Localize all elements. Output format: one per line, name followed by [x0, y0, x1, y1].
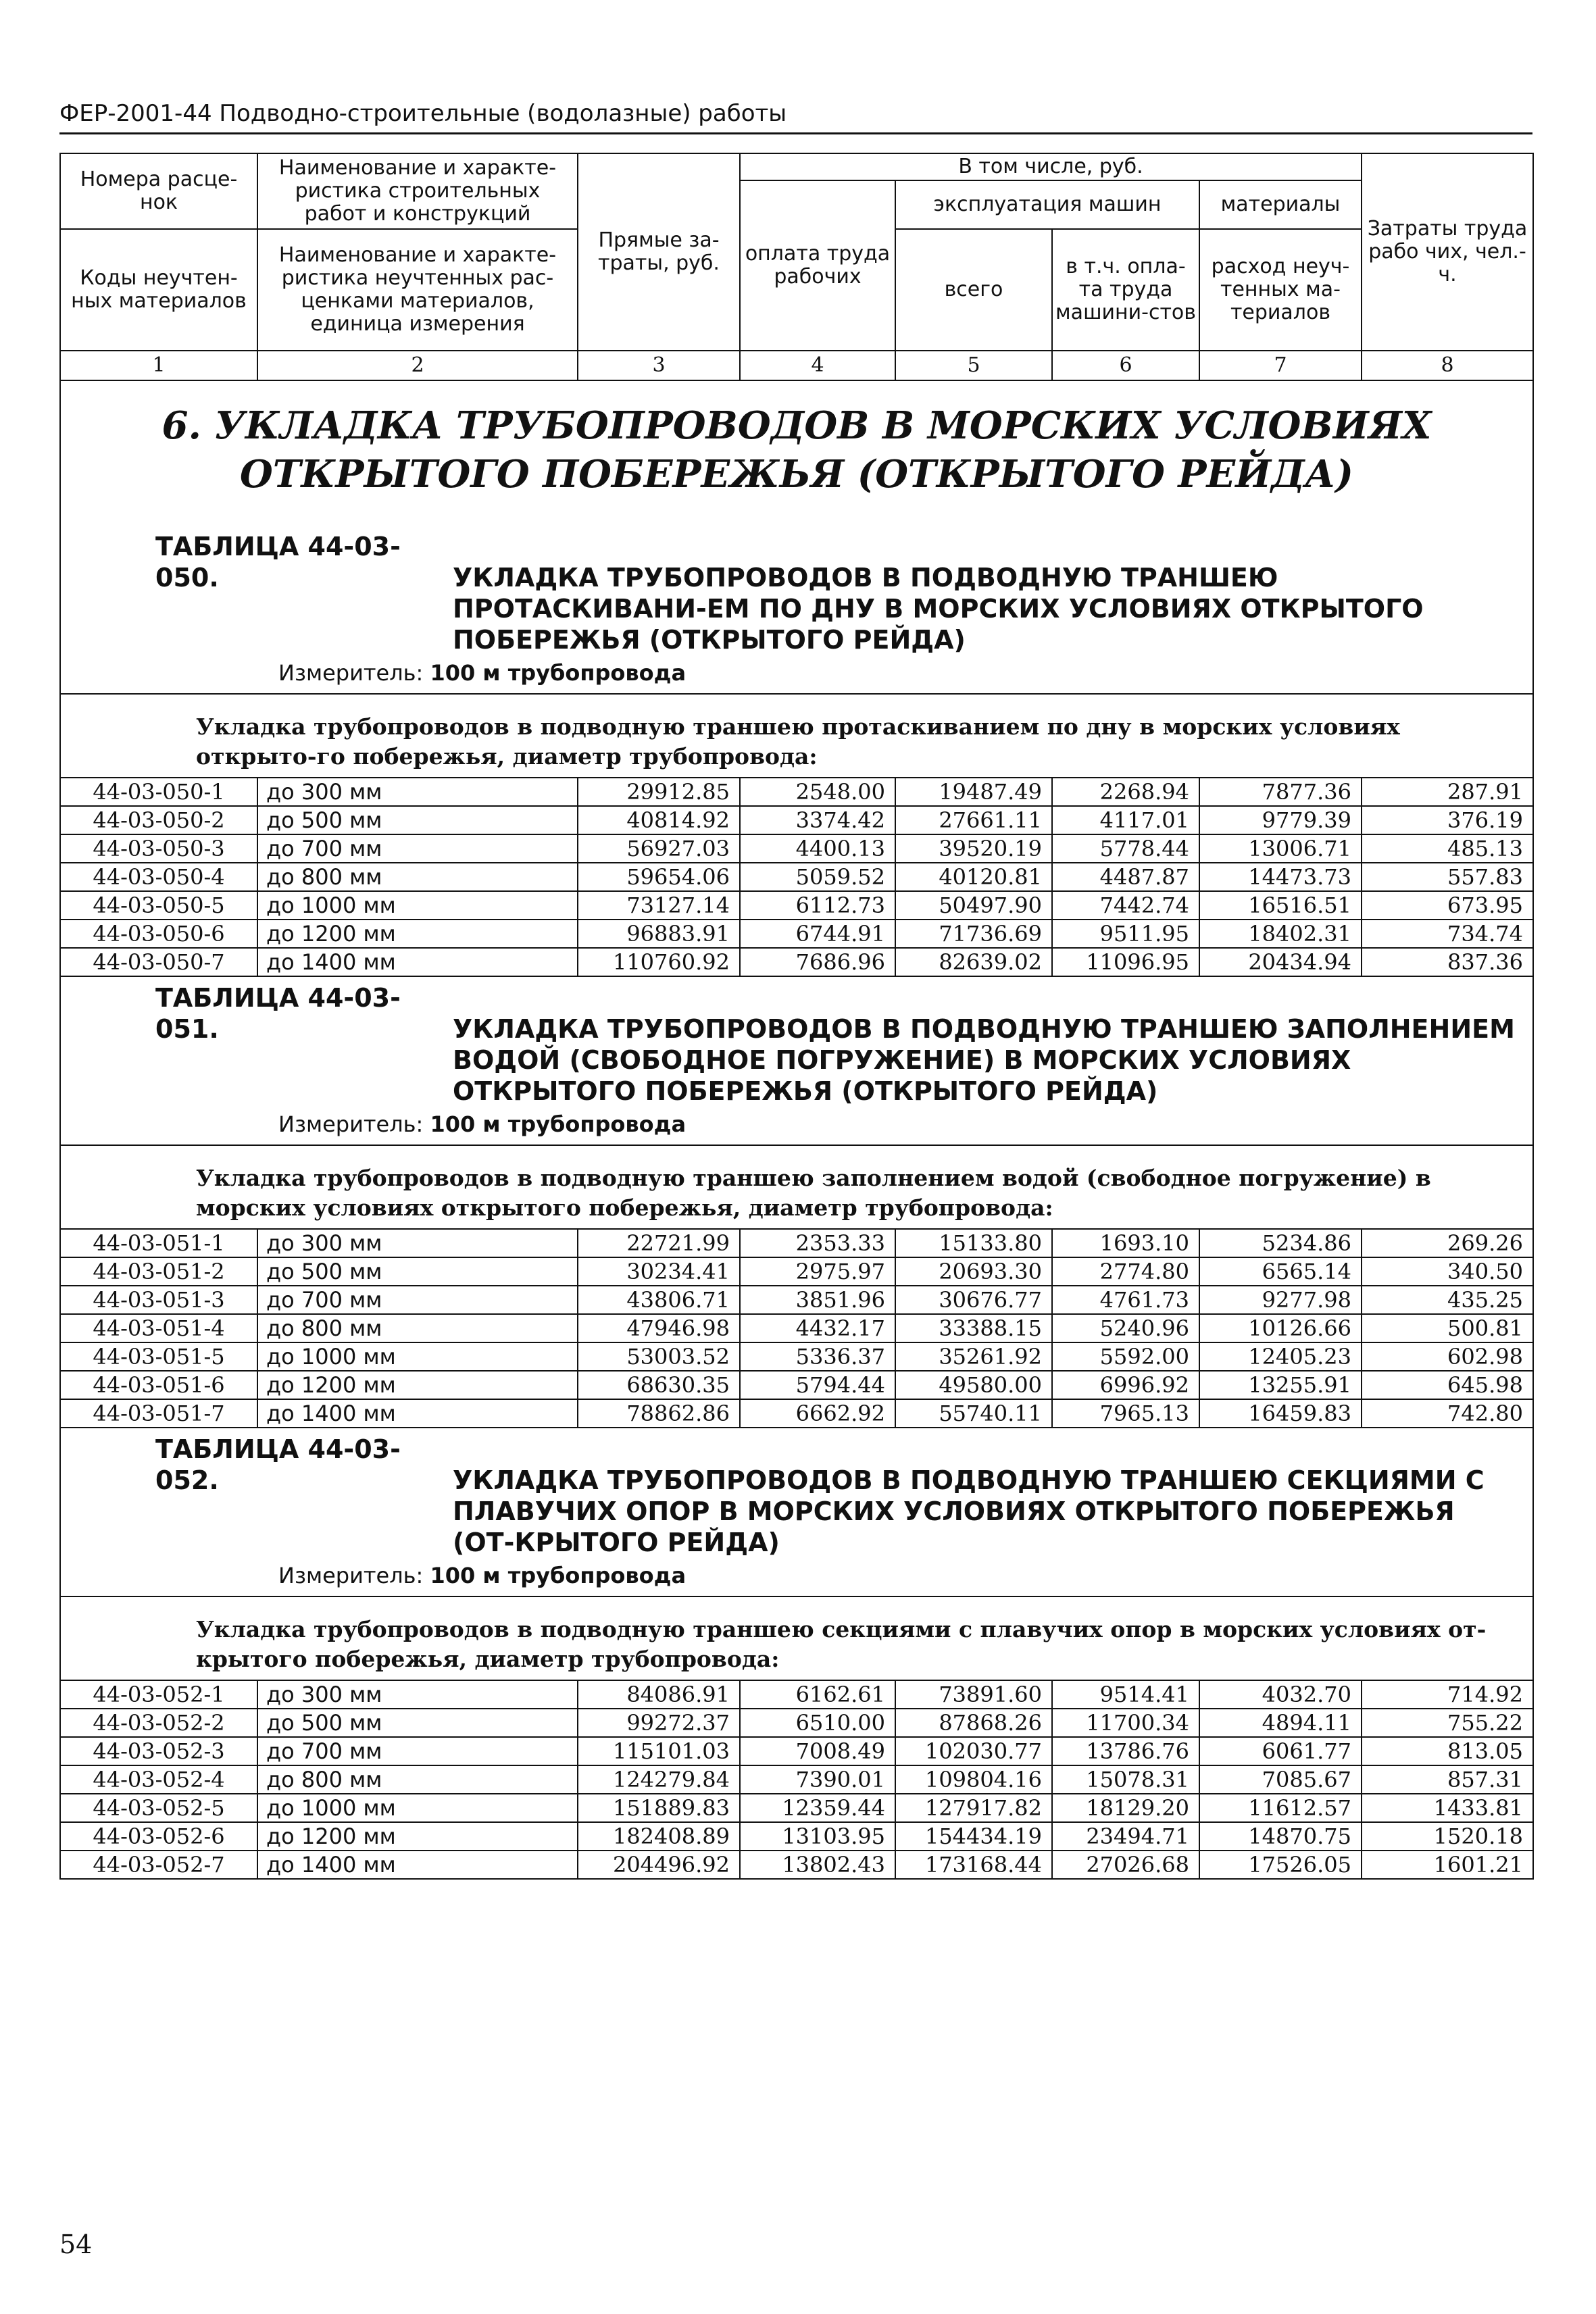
cost-value: 435.25 [1362, 1286, 1533, 1314]
cost-value: 673.95 [1362, 891, 1533, 920]
cost-value: 13786.76 [1052, 1737, 1199, 1765]
pipe-diameter: до 800 мм [257, 863, 578, 891]
table-row [60, 1286, 1533, 1314]
meter [60, 655, 1533, 694]
header-unaccounted-materials: Наименование и характе-ристика неучтенных рас-ценками материалов, единица измерения [257, 229, 578, 351]
cost-value: 82639.02 [895, 948, 1052, 976]
pipe-diameter: до 700 мм [257, 1737, 578, 1765]
rate-code: 44-03-052-4 [60, 1765, 257, 1794]
cost-value: 7686.96 [740, 948, 895, 976]
cost-value: 15078.31 [1052, 1765, 1199, 1794]
cost-value: 55740.11 [895, 1399, 1052, 1428]
cost-value: 11700.34 [1052, 1709, 1199, 1737]
cost-value: 5234.86 [1199, 1229, 1362, 1257]
table-title-row [60, 976, 1533, 1107]
cost-value: 4117.01 [1052, 806, 1199, 834]
cost-value: 4487.87 [1052, 863, 1199, 891]
table-label: ТАБЛИЦА 44-03-050. [155, 532, 401, 593]
cost-value: 10126.66 [1199, 1314, 1362, 1342]
meter-label: Измеритель: [278, 1563, 424, 1588]
table-row [60, 806, 1533, 834]
table-title [60, 1428, 1533, 1558]
rate-code: 44-03-051-7 [60, 1399, 257, 1428]
cost-value: 5794.44 [740, 1371, 895, 1399]
cost-value: 33388.15 [895, 1314, 1052, 1342]
pipe-diameter: до 500 мм [257, 1257, 578, 1286]
header-direct-costs: Прямые за-траты, руб. [578, 153, 740, 351]
rate-code: 44-03-050-5 [60, 891, 257, 920]
cost-value: 13006.71 [1199, 834, 1362, 863]
cost-value: 6565.14 [1199, 1257, 1362, 1286]
cost-value: 1601.21 [1362, 1851, 1533, 1879]
cost-value: 127917.82 [895, 1794, 1052, 1822]
cost-value: 376.19 [1362, 806, 1533, 834]
cost-value: 40120.81 [895, 863, 1052, 891]
cost-value: 115101.03 [578, 1737, 740, 1765]
rate-code: 44-03-052-3 [60, 1737, 257, 1765]
pipe-diameter: до 800 мм [257, 1765, 578, 1794]
table-row [60, 1794, 1533, 1822]
pipe-diameter: до 300 мм [257, 1229, 578, 1257]
cost-value: 6510.00 [740, 1709, 895, 1737]
cost-value: 182408.89 [578, 1822, 740, 1851]
cost-value: 30234.41 [578, 1257, 740, 1286]
cost-value: 56927.03 [578, 834, 740, 863]
cost-value: 16459.83 [1199, 1399, 1362, 1428]
cost-value: 5778.44 [1052, 834, 1199, 863]
cost-value: 151889.83 [578, 1794, 740, 1822]
cost-value: 6662.92 [740, 1399, 895, 1428]
cost-value: 23494.71 [1052, 1822, 1199, 1851]
cost-value: 18402.31 [1199, 920, 1362, 948]
group-description-row [60, 694, 1533, 778]
column-number: 2 [257, 351, 578, 380]
meter [60, 1558, 1533, 1596]
rate-code: 44-03-051-6 [60, 1371, 257, 1399]
table-row [60, 1709, 1533, 1737]
cost-value: 4761.73 [1052, 1286, 1199, 1314]
meter-value: 100 м трубопровода [430, 1563, 687, 1588]
cost-value: 78862.86 [578, 1399, 740, 1428]
cost-value: 99272.37 [578, 1709, 740, 1737]
cost-value: 287.91 [1362, 778, 1533, 806]
cost-value: 12359.44 [740, 1794, 895, 1822]
header-rate-numbers: Номера расце-нок [60, 153, 257, 229]
column-number: 1 [60, 351, 257, 380]
pipe-diameter: до 1000 мм [257, 1342, 578, 1371]
cost-value: 734.74 [1362, 920, 1533, 948]
table-title [60, 526, 1533, 655]
table-row [60, 1371, 1533, 1399]
rate-code: 44-03-050-7 [60, 948, 257, 976]
cost-value: 11612.57 [1199, 1794, 1362, 1822]
cost-value: 27026.68 [1052, 1851, 1199, 1879]
cost-value: 1433.81 [1362, 1794, 1533, 1822]
cost-value: 742.80 [1362, 1399, 1533, 1428]
cost-value: 96883.91 [578, 920, 740, 948]
cost-value: 15133.80 [895, 1229, 1052, 1257]
header-machine-operation: эксплуатация машин [895, 180, 1199, 229]
pipe-diameter: до 300 мм [257, 778, 578, 806]
table-heading: УКЛАДКА ТРУБОПРОВОДОВ В ПОДВОДНУЮ ТРАНШЕЮ СЕКЦИЯМИ С ПЛАВУЧИХ ОПОР В МОРСКИХ УСЛОВИЯХ ОТКРЫТОГО ПОБЕРЕЖЬЯ (ОТ-КРЫТОГО РЕЙДА) [453, 1465, 1485, 1557]
cost-value: 2268.94 [1052, 778, 1199, 806]
cost-value: 6112.73 [740, 891, 895, 920]
cost-value: 7008.49 [740, 1737, 895, 1765]
pipe-diameter: до 1400 мм [257, 948, 578, 976]
rate-code: 44-03-050-3 [60, 834, 257, 863]
header-worker-pay: оплата труда рабочих [740, 180, 895, 351]
cost-value: 30676.77 [895, 1286, 1052, 1314]
table-label: ТАБЛИЦА 44-03-051. [155, 983, 401, 1044]
cost-value: 71736.69 [895, 920, 1052, 948]
table-title-row [60, 1428, 1533, 1558]
header-labor-hours: Затраты труда рабо чих, чел.-ч. [1362, 153, 1533, 351]
group-description-row [60, 1596, 1533, 1680]
cost-value: 2774.80 [1052, 1257, 1199, 1286]
table-row [60, 891, 1533, 920]
meter-row [60, 1558, 1533, 1596]
cost-value: 7877.36 [1199, 778, 1362, 806]
cost-value: 7965.13 [1052, 1399, 1199, 1428]
header-including: В том числе, руб. [740, 153, 1362, 180]
cost-value: 4032.70 [1199, 1680, 1362, 1709]
running-head: ФЕР-2001-44 Подводно-строительные (водолазные) работы [59, 100, 787, 127]
cost-value: 14870.75 [1199, 1822, 1362, 1851]
cost-value: 714.92 [1362, 1680, 1533, 1709]
cost-value: 485.13 [1362, 834, 1533, 863]
group-description: Укладка трубопроводов в подводную траншею протаскиванием по дну в морских условиях открыто-го побережья, диаметр трубопровода: [60, 694, 1533, 778]
cost-value: 9511.95 [1052, 920, 1199, 948]
rate-code: 44-03-051-2 [60, 1257, 257, 1286]
header-machinist-pay: в т.ч. опла-та труда машини-стов [1052, 229, 1199, 351]
cost-value: 73891.60 [895, 1680, 1052, 1709]
cost-value: 7390.01 [740, 1765, 895, 1794]
table-row [60, 1822, 1533, 1851]
column-number: 4 [740, 351, 895, 380]
cost-value: 755.22 [1362, 1709, 1533, 1737]
table-row [60, 834, 1533, 863]
meter [60, 1107, 1533, 1145]
pipe-diameter: до 800 мм [257, 1314, 578, 1342]
cost-value: 29912.85 [578, 778, 740, 806]
rate-code: 44-03-050-2 [60, 806, 257, 834]
cost-value: 20693.30 [895, 1257, 1052, 1286]
column-number: 7 [1199, 351, 1362, 380]
rate-code: 44-03-052-7 [60, 1851, 257, 1879]
cost-value: 124279.84 [578, 1765, 740, 1794]
table-row [60, 920, 1533, 948]
cost-value: 3374.42 [740, 806, 895, 834]
column-number: 6 [1052, 351, 1199, 380]
cost-value: 39520.19 [895, 834, 1052, 863]
cost-value: 1520.18 [1362, 1822, 1533, 1851]
table-row [60, 1737, 1533, 1765]
cost-value: 35261.92 [895, 1342, 1052, 1371]
pipe-diameter: до 1000 мм [257, 891, 578, 920]
section-title: 6. УКЛАДКА ТРУБОПРОВОДОВ В МОРСКИХ УСЛОВИЯХ ОТКРЫТОГО ПОБЕРЕЖЬЯ (ОТКРЫТОГО РЕЙДА) [60, 380, 1533, 526]
column-number: 5 [895, 351, 1052, 380]
table-row [60, 1229, 1533, 1257]
cost-value: 645.98 [1362, 1371, 1533, 1399]
cost-value: 5059.52 [740, 863, 895, 891]
cost-value: 14473.73 [1199, 863, 1362, 891]
cost-value: 109804.16 [895, 1765, 1052, 1794]
meter-value: 100 м трубопровода [430, 1111, 687, 1137]
pipe-diameter: до 1200 мм [257, 1371, 578, 1399]
pipe-diameter: до 700 мм [257, 1286, 578, 1314]
meter-row [60, 1107, 1533, 1145]
rate-tables [60, 526, 1533, 1879]
cost-value: 2548.00 [740, 778, 895, 806]
column-number: 3 [578, 351, 740, 380]
cost-value: 4400.13 [740, 834, 895, 863]
table-header [60, 153, 1533, 380]
cost-value: 43806.71 [578, 1286, 740, 1314]
rate-code: 44-03-050-4 [60, 863, 257, 891]
cost-value: 2975.97 [740, 1257, 895, 1286]
cost-value: 6744.91 [740, 920, 895, 948]
cost-value: 22721.99 [578, 1229, 740, 1257]
cost-value: 2353.33 [740, 1229, 895, 1257]
table-row [60, 1680, 1533, 1709]
header-unaccounted-consumption: расход неуч-тенных ма-териалов [1199, 229, 1362, 351]
cost-value: 20434.94 [1199, 948, 1362, 976]
header-materials: материалы [1199, 180, 1362, 229]
cost-value: 68630.35 [578, 1371, 740, 1399]
cost-value: 500.81 [1362, 1314, 1533, 1342]
cost-value: 17526.05 [1199, 1851, 1362, 1879]
cost-value: 813.05 [1362, 1737, 1533, 1765]
rates-table-frame [59, 153, 1532, 1880]
header-machines-total: всего [895, 229, 1052, 351]
cost-value: 19487.49 [895, 778, 1052, 806]
cost-value: 4432.17 [740, 1314, 895, 1342]
cost-value: 837.36 [1362, 948, 1533, 976]
cost-value: 6061.77 [1199, 1737, 1362, 1765]
table-row [60, 1399, 1533, 1428]
cost-value: 9514.41 [1052, 1680, 1199, 1709]
table-row [60, 948, 1533, 976]
cost-value: 1693.10 [1052, 1229, 1199, 1257]
cost-value: 87868.26 [895, 1709, 1052, 1737]
pipe-diameter: до 500 мм [257, 1709, 578, 1737]
cost-value: 102030.77 [895, 1737, 1052, 1765]
cost-value: 5240.96 [1052, 1314, 1199, 1342]
group-description: Укладка трубопроводов в подводную траншею секциями с плавучих опор в морских условиях от-крытого побережья, диаметр трубопровода: [60, 1596, 1533, 1680]
cost-value: 5592.00 [1052, 1342, 1199, 1371]
cost-value: 340.50 [1362, 1257, 1533, 1286]
section-heading-block [60, 380, 1533, 526]
cost-value: 18129.20 [1052, 1794, 1199, 1822]
cost-value: 6162.61 [740, 1680, 895, 1709]
cost-value: 4894.11 [1199, 1709, 1362, 1737]
rate-code: 44-03-052-2 [60, 1709, 257, 1737]
meter-value: 100 м трубопровода [430, 660, 687, 686]
meter-label: Измеритель: [278, 1111, 424, 1137]
cost-value: 5336.37 [740, 1342, 895, 1371]
cost-value: 49580.00 [895, 1371, 1052, 1399]
cost-value: 16516.51 [1199, 891, 1362, 920]
cost-value: 11096.95 [1052, 948, 1199, 976]
cost-value: 204496.92 [578, 1851, 740, 1879]
cost-value: 73127.14 [578, 891, 740, 920]
meter-row [60, 655, 1533, 694]
column-number: 8 [1362, 351, 1533, 380]
cost-value: 59654.06 [578, 863, 740, 891]
table-title-row [60, 526, 1533, 655]
table-row [60, 1765, 1533, 1794]
cost-value: 602.98 [1362, 1342, 1533, 1371]
pipe-diameter: до 1200 мм [257, 920, 578, 948]
page-number: 54 [59, 2230, 93, 2259]
pipe-diameter: до 1400 мм [257, 1399, 578, 1428]
pipe-diameter: до 1200 мм [257, 1822, 578, 1851]
cost-value: 12405.23 [1199, 1342, 1362, 1371]
rates-table [59, 153, 1534, 1880]
cost-value: 9779.39 [1199, 806, 1362, 834]
group-description: Укладка трубопроводов в подводную траншею заполнением водой (свободное погружение) в морских условиях открытого побережья, диаметр трубопровода: [60, 1145, 1533, 1229]
cost-value: 84086.91 [578, 1680, 740, 1709]
group-description-row [60, 1145, 1533, 1229]
cost-value: 154434.19 [895, 1822, 1052, 1851]
pipe-diameter: до 1400 мм [257, 1851, 578, 1879]
meter-label: Измеритель: [278, 660, 424, 686]
cost-value: 47946.98 [578, 1314, 740, 1342]
cost-value: 6996.92 [1052, 1371, 1199, 1399]
cost-value: 13802.43 [740, 1851, 895, 1879]
table-row [60, 1314, 1533, 1342]
cost-value: 110760.92 [578, 948, 740, 976]
table-row [60, 863, 1533, 891]
cost-value: 27661.11 [895, 806, 1052, 834]
rate-code: 44-03-051-1 [60, 1229, 257, 1257]
rate-code: 44-03-051-4 [60, 1314, 257, 1342]
column-numbers-row [60, 351, 1533, 380]
cost-value: 53003.52 [578, 1342, 740, 1371]
cost-value: 269.26 [1362, 1229, 1533, 1257]
pipe-diameter: до 500 мм [257, 806, 578, 834]
table-heading: УКЛАДКА ТРУБОПРОВОДОВ В ПОДВОДНУЮ ТРАНШЕЮ ЗАПОЛНЕНИЕМ ВОДОЙ (СВОБОДНОЕ ПОГРУЖЕНИЕ) В МОРСКИХ УСЛОВИЯХ ОТКРЫТОГО ПОБЕРЕЖЬЯ (ОТКРЫТОГО РЕЙДА) [453, 1014, 1515, 1106]
cost-value: 13255.91 [1199, 1371, 1362, 1399]
table-row [60, 1342, 1533, 1371]
cost-value: 7085.67 [1199, 1765, 1362, 1794]
rate-code: 44-03-051-5 [60, 1342, 257, 1371]
rate-code: 44-03-051-3 [60, 1286, 257, 1314]
running-head-rule [59, 132, 1532, 134]
rate-code: 44-03-052-5 [60, 1794, 257, 1822]
rate-code: 44-03-050-6 [60, 920, 257, 948]
cost-value: 9277.98 [1199, 1286, 1362, 1314]
cost-value: 173168.44 [895, 1851, 1052, 1879]
cost-value: 50497.90 [895, 891, 1052, 920]
cost-value: 3851.96 [740, 1286, 895, 1314]
cost-value: 857.31 [1362, 1765, 1533, 1794]
cost-value: 40814.92 [578, 806, 740, 834]
rate-code: 44-03-052-6 [60, 1822, 257, 1851]
pipe-diameter: до 700 мм [257, 834, 578, 863]
rate-code: 44-03-050-1 [60, 778, 257, 806]
header-unaccounted-codes: Коды неучтен-ных материалов [60, 229, 257, 351]
cost-value: 13103.95 [740, 1822, 895, 1851]
table-heading: УКЛАДКА ТРУБОПРОВОДОВ В ПОДВОДНУЮ ТРАНШЕЮ ПРОТАСКИВАНИ-ЕМ ПО ДНУ В МОРСКИХ УСЛОВИЯХ ОТКРЫТОГО ПОБЕРЕЖЬЯ (ОТКРЫТОГО РЕЙДА) [453, 563, 1424, 655]
cost-value: 557.83 [1362, 863, 1533, 891]
table-label: ТАБЛИЦА 44-03-052. [155, 1434, 401, 1495]
table-title [60, 976, 1533, 1107]
table-row [60, 1851, 1533, 1879]
table-row [60, 1257, 1533, 1286]
header-work-name: Наименование и характе-ристика строительных работ и конструкций [257, 153, 578, 229]
table-row [60, 778, 1533, 806]
rate-code: 44-03-052-1 [60, 1680, 257, 1709]
cost-value: 7442.74 [1052, 891, 1199, 920]
pipe-diameter: до 1000 мм [257, 1794, 578, 1822]
pipe-diameter: до 300 мм [257, 1680, 578, 1709]
